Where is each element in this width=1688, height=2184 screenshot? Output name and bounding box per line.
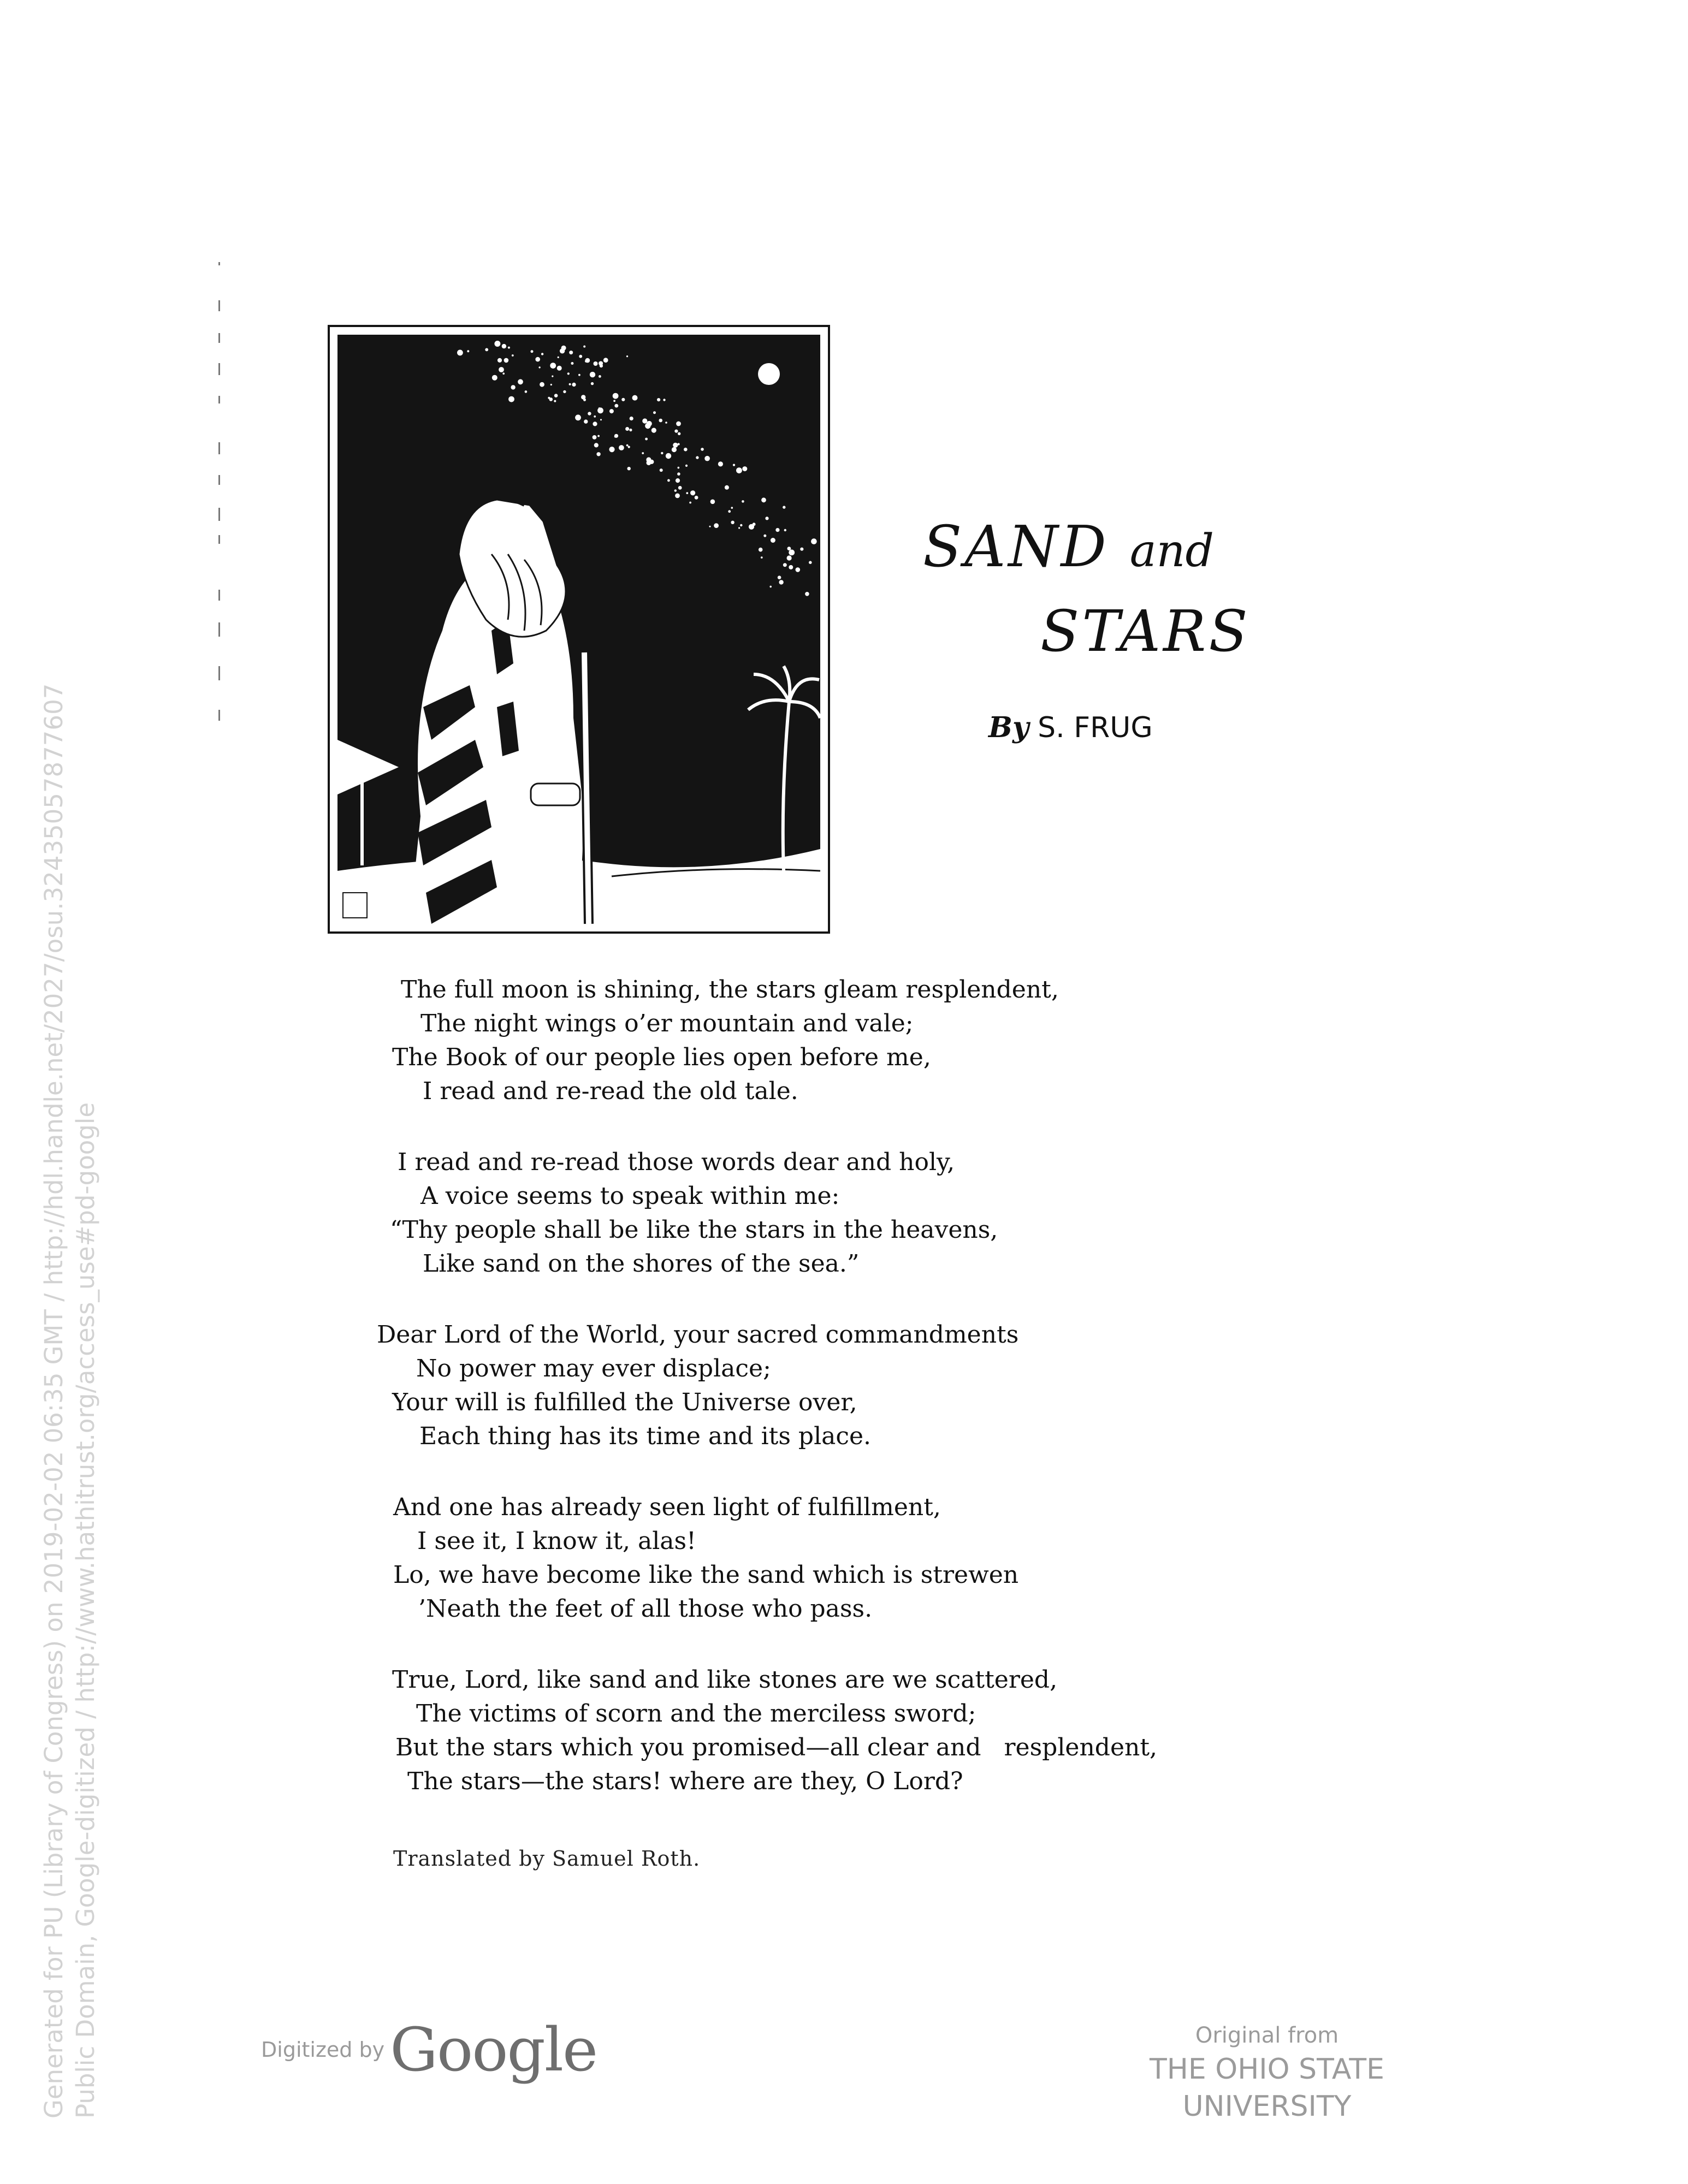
poem-line: And one has already seen light of fulfillment, <box>393 1493 941 1521</box>
title-line-1 <box>923 513 1214 580</box>
digitized-by-google <box>261 2015 597 2091</box>
byline-by: By <box>988 711 1029 744</box>
poem-line: A voice seems to speak within me: <box>420 1182 840 1210</box>
stanza <box>377 1663 1251 1799</box>
poem-line: The Book of our people lies open before me, <box>392 1043 931 1071</box>
poem-line: But the stars which you promised—all clear and resplendent, <box>395 1734 1158 1761</box>
poem-line: I see it, I know it, alas! <box>417 1527 696 1555</box>
poem-line: ’Neath the feet of all those who pass. <box>418 1595 873 1623</box>
google-logo: Google <box>390 2015 597 2085</box>
poem-line: “Thy people shall be like the stars in the heavens, <box>390 1216 998 1244</box>
poem-line: The victims of scorn and the merciless sword; <box>416 1700 976 1728</box>
scan-artifacts <box>218 262 229 753</box>
poem-line: No power may ever displace; <box>416 1355 771 1382</box>
poem-line: I read and re-read those words dear and holy, <box>398 1148 955 1176</box>
original-from-label: Original from <box>1195 2023 1339 2048</box>
title-word-sand: SAND <box>923 513 1109 580</box>
poem-line: The stars—the stars! where are they, O Lord? <box>407 1767 963 1795</box>
old-man-with-staff-under-stars-woodcut-icon <box>328 325 830 934</box>
poem-body <box>377 973 1251 1836</box>
stanza <box>377 1318 1251 1453</box>
title-line-2: STARS <box>1040 598 1251 664</box>
poem-line: Each thing has its time and its place. <box>419 1422 872 1450</box>
stanza <box>377 973 1251 1108</box>
poem-line: The night wings o’er mountain and vale; <box>420 1010 914 1037</box>
stanza <box>377 1491 1251 1626</box>
poem-line: True, Lord, like sand and like stones are we scattered, <box>392 1666 1058 1694</box>
original-from-block <box>1070 2020 1464 2125</box>
university-name: THE OHIO STATE UNIVERSITY <box>1150 2053 1384 2123</box>
stanza <box>377 1146 1251 1281</box>
poem-title <box>923 513 1305 677</box>
byline-author: S. FRUG <box>1038 711 1153 744</box>
poem-line: Lo, we have become like the sand which is strewen <box>393 1561 1019 1589</box>
poem-line: Like sand on the shores of the sea.” <box>423 1250 860 1278</box>
poem-line: The full moon is shining, the stars gleam resplendent, <box>401 976 1059 1004</box>
byline <box>988 711 1153 744</box>
illustration-woodcut <box>328 325 830 934</box>
title-word-and: and <box>1129 525 1214 577</box>
hathitrust-watermark <box>38 683 126 2118</box>
digitized-by-label: Digitized by <box>261 2038 385 2062</box>
poem-line: Your will is fulfilled the Universe over, <box>392 1388 857 1416</box>
translator-credit: Translated by Samuel Roth. <box>393 1847 701 1871</box>
poem-line: Dear Lord of the World, your sacred commandments <box>377 1321 1019 1349</box>
watermark-line-2: Public Domain, Google-digitized / http://www.hathitrust.org/access_use#pd-google <box>71 1102 100 2118</box>
poem-line: I read and re-read the old tale. <box>423 1077 798 1105</box>
watermark-line-1: Generated for PU (Library of Congress) on 2019-02-02 06:35 GMT / http://hdl.handle.net/2027/osu.32435057877607 <box>39 683 68 2118</box>
